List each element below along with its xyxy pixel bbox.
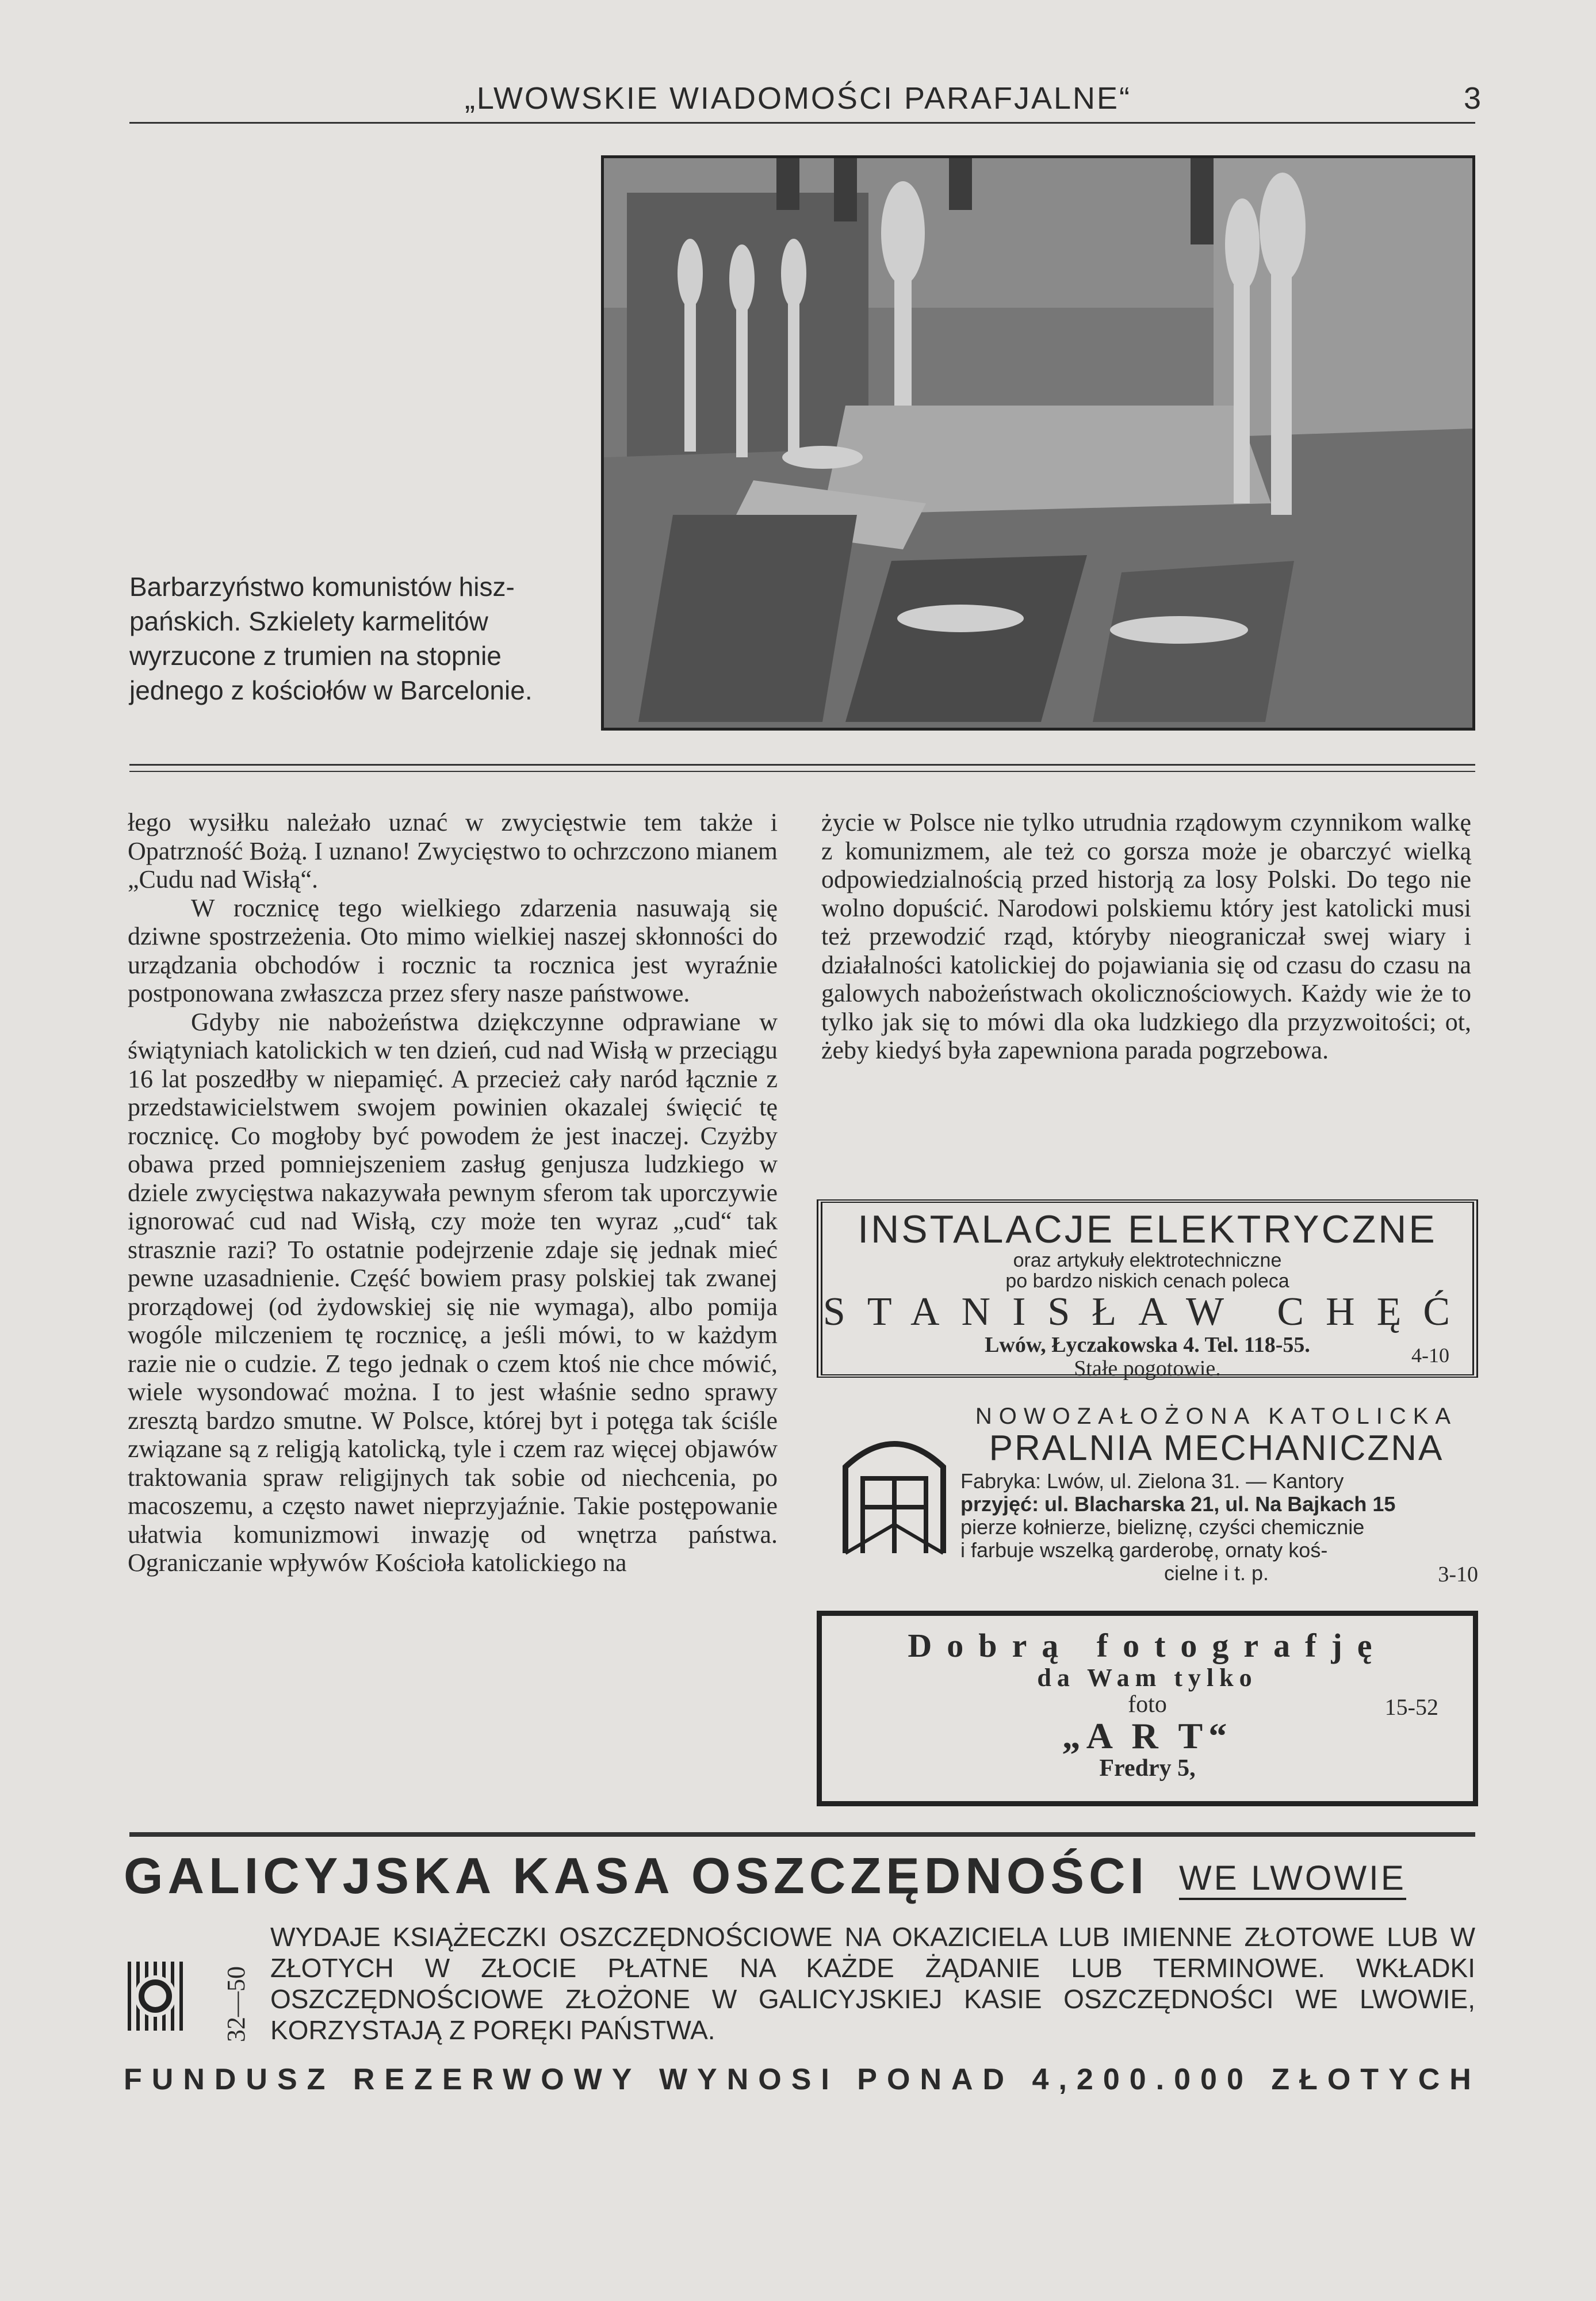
caption-line: pańskich. Szkielety karmelitów bbox=[129, 606, 488, 636]
ad-body bbox=[960, 1470, 1472, 1585]
ad-line: NOWOZAŁOŻONA KATOLICKA bbox=[975, 1404, 1458, 1429]
ad-headline: Dobrą fotografję bbox=[908, 1627, 1387, 1664]
photo-caption bbox=[129, 569, 578, 708]
ata-logo-icon bbox=[828, 1432, 960, 1565]
running-header: „LWOWSKIE WIADOMOŚCI PARAFJALNE“ bbox=[464, 81, 1132, 116]
article-column-right bbox=[821, 808, 1471, 1065]
news-photo bbox=[601, 155, 1475, 731]
caption-line: Barbarzyństwo komunistów hisz- bbox=[129, 572, 515, 602]
ad-address: Lwów, Łyczakowska 4. Tel. 118-55. bbox=[985, 1333, 1310, 1357]
ad-headline: INSTALACJE ELEKTRYCZNE bbox=[858, 1207, 1437, 1251]
ad-company-name: STANISŁAW CHĘĆ bbox=[822, 1290, 1472, 1334]
header-rule bbox=[129, 122, 1475, 124]
ad-line: da Wam tylko bbox=[1037, 1664, 1258, 1692]
article-paragraph: Gdyby nie nabożeństwa dziękczynne odprawiane w świątyniach katolickich w ten dzień, cud nad Wisłą w przeciągu 16 lat poszedłby w niepamięć. A przecież cały naród łącznie z przedstawicielstwem swojem powinien okazalej święcić tę rocznicę. Co mogłoby być powodem że jest inaczej. Czyżby obawa przed pomniejszeniem zasług genjusza ludzkiego w dziele zwycięstwa nakazywała pewnym sferom tak uporczywie ignorować cud nad Wisłą, czy może ten wyraz „cud“ tak strasznie razi? To ostatnie podejrzenie zdaje się jednak mieć pewne uzasadnienie. Część bowiem prasy polskiej tak zwanej prorządowej (od żydowskiej się nie wymaga), albo pomija wogóle milczeniem tę rocznicę, a jeśli mówi, to w każdym razie nie o cudzie. Z tego jednak o czem ktoś nie chce mówić, wiele wysondować można. I to jest właśnie sedno sprawy zresztą bardzo smutne. W Polsce, której byt i potęga tak ściśle związane są z religją katolicką, tyle i czem raz więcej objawów traktowania spraw religijnych tak sobie od niechcenia, po macoszemu, a często nawet nieprzyjaźnie. Takie postępowanie ułatwia komunizmowi inwazję od wnętrza państwa. Ograniczanie wpływów Kościoła katolickiego na bbox=[128, 1007, 778, 1577]
ad-line: oraz artykuły elektrotechniczne bbox=[1013, 1249, 1282, 1271]
bank-subtitle: WE LWOWIE bbox=[1179, 1858, 1406, 1900]
section-rule bbox=[129, 764, 1475, 766]
ad-line: foto bbox=[1128, 1691, 1167, 1718]
ad-line: po bardzo niskich cenach poleca bbox=[1005, 1270, 1289, 1292]
ad-address: Fredry 5, bbox=[1099, 1755, 1196, 1782]
ad-body-line: przyjęć: ul. Blacharska 21, ul. Na Bajkach 15 bbox=[960, 1492, 1396, 1516]
bank-code bbox=[221, 1933, 256, 2048]
article-column-left bbox=[128, 808, 778, 1577]
ad-code: 3-10 bbox=[1438, 1562, 1478, 1587]
article-paragraph: życie w Polsce nie tylko utrudnia rządowym czynnikom walkę z komunizmem, ale też co gorsza może je obarczyć wielką odpowiedzialnością przed historją za losy Polski. Do tego nie wolno dopuścić. Narodowi polskiemu który jest katolicki musi też przewodzić rząd, któryby nieograniczał swej wiary i działalności katolickiej do pojawiania się od czasu do czasu na galowych nabożeństwach okolicznościowych. Każdy wie że to tylko jak się to mówi dla oka ludzkiego dla przyzwoitości; ot, żeby kiedyś była zapewniona parada pogrzebowa. bbox=[821, 808, 1471, 1064]
article-paragraph: łego wysiłku należało uznać w zwycięstwie tem także i Opatrzność Bożą. I uznano! Zwycięstwo to ochrzczono mianem „Cudu nad Wisłą“. bbox=[128, 808, 778, 893]
article-paragraph: W rocznicę tego wielkiego zdarzenia nasuwają się dziwne spostrzeżenia. Oto mimo wielkiej naszej skłonności do urządzania obchodów i rocznic ta rocznica jest wyraźnie postponowana zwłaszcza przez sfery nasze państwowe. bbox=[128, 893, 778, 1007]
ad-footer: Stałe pogotowie. bbox=[1074, 1356, 1221, 1381]
ad-photo-studio bbox=[817, 1611, 1478, 1806]
bank-title: GALICYJSKA KASA OSZCZĘDNOŚCI bbox=[124, 1847, 1149, 1904]
ad-electrical-installations bbox=[817, 1199, 1478, 1381]
ad-body-line: Fabryka: Lwów, ul. Zielona 31. — Kantory bbox=[960, 1469, 1344, 1493]
ad-body-line: i farbuje wszelką garderobę, ornaty koś- bbox=[960, 1538, 1328, 1562]
section-rule bbox=[129, 771, 1475, 772]
ad-company-name: „A R T“ bbox=[1062, 1715, 1233, 1756]
bank-text: WYDAJE KSIĄŻECZKI OSZCZĘDNOŚCIOWE NA OKAZICIELA LUB IMIENNE ZŁOTOWE LUB W ZŁOTYCH W ZŁOCIE PŁATNE NA KAŻDE ŻĄDANIE LUB TERMINOWE. WKŁADKI OSZCZĘDNOŚCIOWE ZŁOŻONE W GALICYJSKIEJ KASIE OSZCZĘDNOŚCI WE LWOWIE, KORZYSTAJĄ Z PORĘKI PAŃSTWA. bbox=[270, 1922, 1475, 2045]
bank-code-text: 32—50 bbox=[222, 1966, 250, 2042]
ad-laundry bbox=[817, 1398, 1478, 1593]
ad-body-line: pierze kołnierze, bieliznę, czyści chemicznie bbox=[960, 1515, 1365, 1539]
bank-footer: FUNDUSZ REZERWOWY WYNOSI PONAD 4,200.000 ZŁOTYCH bbox=[124, 2063, 1481, 2096]
ad-body-line: cielne i t. p. bbox=[1163, 1561, 1269, 1585]
ad-code: 4-10 bbox=[1411, 1344, 1449, 1367]
bank-emblem-icon bbox=[118, 1956, 193, 2036]
caption-line: wyrzucone z trumien na stopnie bbox=[129, 641, 502, 671]
caption-line: jednego z kościołów w Barcelonie. bbox=[129, 675, 533, 705]
ad-headline: PRALNIA MECHANICZNA bbox=[989, 1428, 1444, 1468]
page-number: 3 bbox=[1463, 81, 1481, 116]
ad-code: 15-52 bbox=[1384, 1694, 1438, 1720]
bank-rule bbox=[129, 1832, 1475, 1837]
